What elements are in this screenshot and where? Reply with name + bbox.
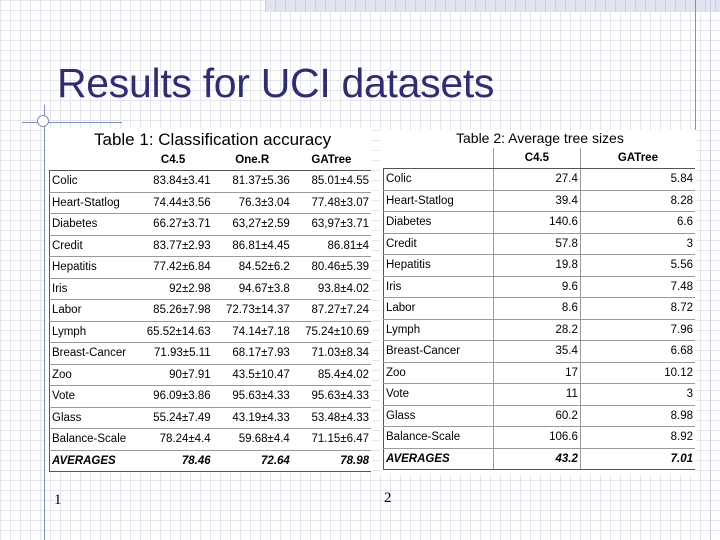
c45-accuracy-cell: 85.26±7.98 <box>134 300 213 322</box>
gatree-tree-size-cell: 5.56 <box>580 255 695 277</box>
table-row <box>384 405 696 427</box>
oner-accuracy-cell: 84.52±6.2 <box>213 257 292 279</box>
dataset-name-cell: Hepatitis <box>384 255 494 277</box>
dataset-name-cell: Lymph <box>50 321 134 343</box>
dataset-name-cell: Glass <box>384 405 494 427</box>
table-row <box>50 321 372 343</box>
table-row <box>50 257 372 279</box>
table1-header-c45: C4.5 <box>134 150 213 171</box>
table2-header-gatree: GATree <box>580 148 695 169</box>
table-row <box>50 343 372 365</box>
c45-tree-size-cell: 57.8 <box>494 233 581 255</box>
averages-label-cell: AVERAGES <box>384 448 494 470</box>
table1-header-oner: One.R <box>213 150 292 171</box>
c45-accuracy-cell: 92±2.98 <box>134 278 213 300</box>
table-row <box>50 214 372 236</box>
table-row <box>384 233 696 255</box>
gatree-accuracy-cell: 75.24±10.69 <box>292 321 371 343</box>
table-row <box>50 235 372 257</box>
gatree-accuracy-cell: 80.46±5.39 <box>292 257 371 279</box>
table-row <box>50 171 372 193</box>
gatree-tree-size-cell: 6.6 <box>580 212 695 234</box>
table-row <box>50 300 372 322</box>
dataset-name-cell: Diabetes <box>50 214 134 236</box>
gatree-tree-size-cell: 10.12 <box>580 362 695 384</box>
page-number-right: 2 <box>384 490 392 506</box>
c45-tree-size-cell: 9.6 <box>494 276 581 298</box>
dataset-name-cell: Lymph <box>384 319 494 341</box>
oner-accuracy-cell: 63,27±2.59 <box>213 214 292 236</box>
table2-caption: Table 2: Average tree sizes <box>456 130 624 146</box>
oner-accuracy-cell: 81.37±5.36 <box>213 171 292 193</box>
averages-label-cell: AVERAGES <box>50 450 134 472</box>
table-row <box>384 212 696 234</box>
table2-averages-row <box>384 448 696 470</box>
c45-accuracy-cell: 96.09±3.86 <box>134 386 213 408</box>
dataset-name-cell: Labor <box>384 298 494 320</box>
oner-accuracy-cell: 72.73±14.37 <box>213 300 292 322</box>
header-decoration-bar <box>265 0 720 12</box>
table-row <box>384 362 696 384</box>
table-row <box>384 341 696 363</box>
table1-header-name <box>50 150 134 171</box>
table-row <box>384 255 696 277</box>
table2-panel <box>380 130 696 475</box>
dataset-name-cell: Breast-Cancer <box>50 343 134 365</box>
gatree-accuracy-cell: 85.01±4.55 <box>292 171 371 193</box>
classification-accuracy-table <box>49 150 371 472</box>
table-row <box>384 190 696 212</box>
oner-accuracy-cell: 43.19±4.33 <box>213 407 292 429</box>
gatree-average-cell: 78.98 <box>292 450 371 472</box>
oner-accuracy-cell: 94.67±3.8 <box>213 278 292 300</box>
table1-header-row <box>50 150 372 171</box>
dataset-name-cell: Iris <box>384 276 494 298</box>
gatree-accuracy-cell: 87.27±7.24 <box>292 300 371 322</box>
c45-accuracy-cell: 71.93±5.11 <box>134 343 213 365</box>
gatree-accuracy-cell: 93.8±4.02 <box>292 278 371 300</box>
dataset-name-cell: Heart-Statlog <box>384 190 494 212</box>
table-row <box>50 429 372 451</box>
dataset-name-cell: Credit <box>50 235 134 257</box>
gatree-accuracy-cell: 71.15±6.47 <box>292 429 371 451</box>
gatree-tree-size-cell: 8.98 <box>580 405 695 427</box>
gatree-average-cell: 7.01 <box>580 448 695 470</box>
table2-header-row <box>384 148 696 169</box>
dataset-name-cell: Colic <box>384 169 494 191</box>
gatree-tree-size-cell: 8.72 <box>580 298 695 320</box>
table-row <box>384 276 696 298</box>
c45-tree-size-cell: 106.6 <box>494 427 581 449</box>
c45-tree-size-cell: 140.6 <box>494 212 581 234</box>
table2-header-c45: C4.5 <box>494 148 581 169</box>
table-row <box>50 364 372 386</box>
gatree-accuracy-cell: 86.81±4 <box>292 235 371 257</box>
c45-tree-size-cell: 11 <box>494 384 581 406</box>
table1-caption: Table 1: Classification accuracy <box>94 130 332 149</box>
dataset-name-cell: Labor <box>50 300 134 322</box>
c45-accuracy-cell: 66.27±3.71 <box>134 214 213 236</box>
c45-tree-size-cell: 39.4 <box>494 190 581 212</box>
table-row <box>384 169 696 191</box>
gatree-accuracy-cell: 85.4±4.02 <box>292 364 371 386</box>
c45-tree-size-cell: 17 <box>494 362 581 384</box>
dataset-name-cell: Vote <box>50 386 134 408</box>
dataset-name-cell: Zoo <box>384 362 494 384</box>
oner-accuracy-cell: 76.3±3.04 <box>213 192 292 214</box>
dataset-name-cell: Iris <box>50 278 134 300</box>
dataset-name-cell: Colic <box>50 171 134 193</box>
table-row <box>384 319 696 341</box>
dataset-name-cell: Diabetes <box>384 212 494 234</box>
gatree-accuracy-cell: 53.48±4.33 <box>292 407 371 429</box>
circle-marker-icon <box>37 115 49 127</box>
header-decoration-line <box>695 0 696 140</box>
gatree-tree-size-cell: 6.68 <box>580 341 695 363</box>
table-row <box>50 192 372 214</box>
table2-header-name <box>384 148 494 169</box>
c45-tree-size-cell: 28.2 <box>494 319 581 341</box>
c45-tree-size-cell: 35.4 <box>494 341 581 363</box>
table-row <box>50 386 372 408</box>
table-row <box>384 384 696 406</box>
left-rule-line <box>44 105 45 540</box>
c45-average-cell: 43.2 <box>494 448 581 470</box>
dataset-name-cell: Breast-Cancer <box>384 341 494 363</box>
table-row <box>384 298 696 320</box>
dataset-name-cell: Hepatitis <box>50 257 134 279</box>
c45-tree-size-cell: 8.6 <box>494 298 581 320</box>
c45-tree-size-cell: 60.2 <box>494 405 581 427</box>
c45-average-cell: 78.46 <box>134 450 213 472</box>
oner-accuracy-cell: 95.63±4.33 <box>213 386 292 408</box>
dataset-name-cell: Zoo <box>50 364 134 386</box>
c45-accuracy-cell: 74.44±3.56 <box>134 192 213 214</box>
oner-accuracy-cell: 43.5±10.47 <box>213 364 292 386</box>
slide-title: Results for UCI datasets <box>57 60 495 106</box>
gatree-accuracy-cell: 63,97±3.71 <box>292 214 371 236</box>
c45-accuracy-cell: 65.52±14.63 <box>134 321 213 343</box>
gatree-tree-size-cell: 8.92 <box>580 427 695 449</box>
table1-panel <box>46 128 372 473</box>
dataset-name-cell: Balance-Scale <box>384 427 494 449</box>
gatree-tree-size-cell: 8.28 <box>580 190 695 212</box>
c45-accuracy-cell: 78.24±4.4 <box>134 429 213 451</box>
oner-accuracy-cell: 74.14±7.18 <box>213 321 292 343</box>
c45-accuracy-cell: 55.24±7.49 <box>134 407 213 429</box>
dataset-name-cell: Balance-Scale <box>50 429 134 451</box>
page-number-left: 1 <box>54 492 62 508</box>
gatree-tree-size-cell: 3 <box>580 384 695 406</box>
gatree-tree-size-cell: 5.84 <box>580 169 695 191</box>
oner-accuracy-cell: 86.81±4.45 <box>213 235 292 257</box>
right-decoration-line <box>710 0 711 540</box>
c45-tree-size-cell: 27.4 <box>494 169 581 191</box>
dataset-name-cell: Glass <box>50 407 134 429</box>
table-row <box>50 407 372 429</box>
dataset-name-cell: Vote <box>384 384 494 406</box>
c45-tree-size-cell: 19.8 <box>494 255 581 277</box>
table-row <box>50 278 372 300</box>
oner-average-cell: 72.64 <box>213 450 292 472</box>
gatree-accuracy-cell: 77.48±3.07 <box>292 192 371 214</box>
gatree-tree-size-cell: 7.96 <box>580 319 695 341</box>
table1-averages-row <box>50 450 372 472</box>
average-tree-sizes-table <box>383 148 695 470</box>
table-row <box>384 427 696 449</box>
gatree-tree-size-cell: 7.48 <box>580 276 695 298</box>
c45-accuracy-cell: 83.84±3.41 <box>134 171 213 193</box>
c45-accuracy-cell: 83.77±2.93 <box>134 235 213 257</box>
dataset-name-cell: Heart-Statlog <box>50 192 134 214</box>
oner-accuracy-cell: 68.17±7.93 <box>213 343 292 365</box>
oner-accuracy-cell: 59.68±4.4 <box>213 429 292 451</box>
c45-accuracy-cell: 90±7.91 <box>134 364 213 386</box>
table1-header-gatree: GATree <box>292 150 371 171</box>
c45-accuracy-cell: 77.42±6.84 <box>134 257 213 279</box>
gatree-accuracy-cell: 71.03±8.34 <box>292 343 371 365</box>
gatree-accuracy-cell: 95.63±4.33 <box>292 386 371 408</box>
dataset-name-cell: Credit <box>384 233 494 255</box>
gatree-tree-size-cell: 3 <box>580 233 695 255</box>
